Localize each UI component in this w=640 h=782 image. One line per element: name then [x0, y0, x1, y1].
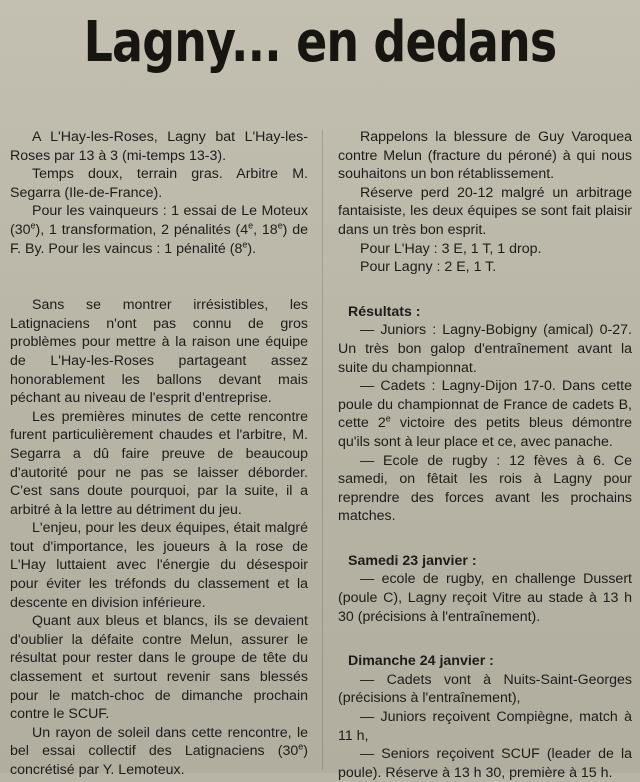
body-paragraph: L'enjeu, pour les deux équipes, était malgré tout d'importance, les joueurs à la rose de L'Hay luttaient avec l'énergie du désespoir pour éviter les tréfonds du classement et la descente en division inférieure. — [10, 520, 308, 611]
schedule-item: — ecole de rugby, en challenge Dussert (poule C), Lagny reçoit Vitre au stade à 13 h 30 (précisions à l'entraînement). — [338, 571, 632, 625]
body-paragraph: Réserve perd 20-12 malgré un arbitrage fantaisiste, les deux équipes se sont fait plaisir dans un très bon esprit. — [338, 184, 632, 238]
score-line: Pour Lagny : 2 E, 1 T. — [360, 259, 497, 276]
sunday-heading: Dimanche 24 janvier : — [348, 653, 494, 670]
body-paragraph: Rappelons la blessure de Guy Varoquea contre Melun (fracture du péroné) à qui nous souhaitons un bon rétablissement. — [338, 129, 632, 183]
body-paragraph: Sans se montrer irrésistibles, les Latignaciens n'ont pas connu de gros problèmes pour mettre à la raison une équipe de L'Hay-les-Roses partageant assez honorablement les ballons devant mais péchant au niveau de l'esprit d'entreprise. — [10, 297, 308, 407]
body-paragraph: Quant aux bleus et blancs, ils se devaient d'oublier la défaite contre Melun, assurer le résultat pour rester dans le groupe de tête du classement et surtout revenir sans blessés pour le match-choc de dimanche prochain contre le SCUF. — [10, 613, 308, 723]
result-item: — Cadets : Lagny-Dijon 17-0. Dans cette poule du championnat de France de cadets B, cette 2e victoire des petits bleus démontre qu'ils sont à leur place et ce, avec panache. — [338, 378, 632, 450]
result-item: — Juniors : Lagny-Bobigny (amical) 0-27. Un très bon galop d'entraînement avant la suite du championnat. — [338, 322, 632, 376]
result-item: — Ecole de rugby : 12 fèves à 6. Ce samedi, on fêtait les rois à Lagny pour reprendre des forces avant les prochains matches. — [338, 452, 632, 525]
schedule-item: — Seniors reçoivent SCUF (leader de la poule). Réserve à 13 h 30, première à 15 h. — [338, 746, 632, 781]
left-column — [10, 128, 308, 780]
schedule-item: — Juniors reçoivent Compiègne, match à 11 h, — [338, 709, 632, 744]
results-heading: Résultats : — [348, 303, 421, 320]
article-headline: Lagny... en dedans — [83, 10, 557, 75]
scoring-details: Pour les vainqueurs : 1 essai de Le Moteux (30e), 1 transformation, 2 pénalités (4e, 18e) de F. By. Pour les vaincus : 1 pénalité (8e). — [10, 203, 308, 257]
schedule-item: — Cadets vont à Nuits-Saint-Georges (précisions à l'entraînement), — [338, 671, 632, 707]
body-paragraph: Un rayon de soleil dans cette rencontre, le bel essai collectif des Latignaciens (30e) concrétisé par Y. Lemoteux. — [10, 724, 308, 778]
right-column — [338, 128, 632, 782]
match-conditions: Temps doux, terrain gras. Arbitre M. Segarra (Ile-de-France). — [10, 166, 308, 201]
column-divider — [322, 130, 323, 770]
body-paragraph: Les premières minutes de cette rencontre furent particulièrement chaudes et l'arbitre, M. Segarra a dû faire preuve de beaucoup d'autorité pour ne pas se laisser déborder. C'est sans doute pourquoi, par la suite, il a arbitré à la lettre au détriment du jeu. — [10, 408, 308, 518]
score-line: Pour L'Hay : 3 E, 1 T, 1 drop. — [360, 240, 542, 257]
match-summary: A L'Hay-les-Roses, Lagny bat L'Hay-les-Roses par 13 à 3 (mi-temps 13-3). — [10, 129, 308, 164]
saturday-heading: Samedi 23 janvier : — [348, 552, 477, 569]
